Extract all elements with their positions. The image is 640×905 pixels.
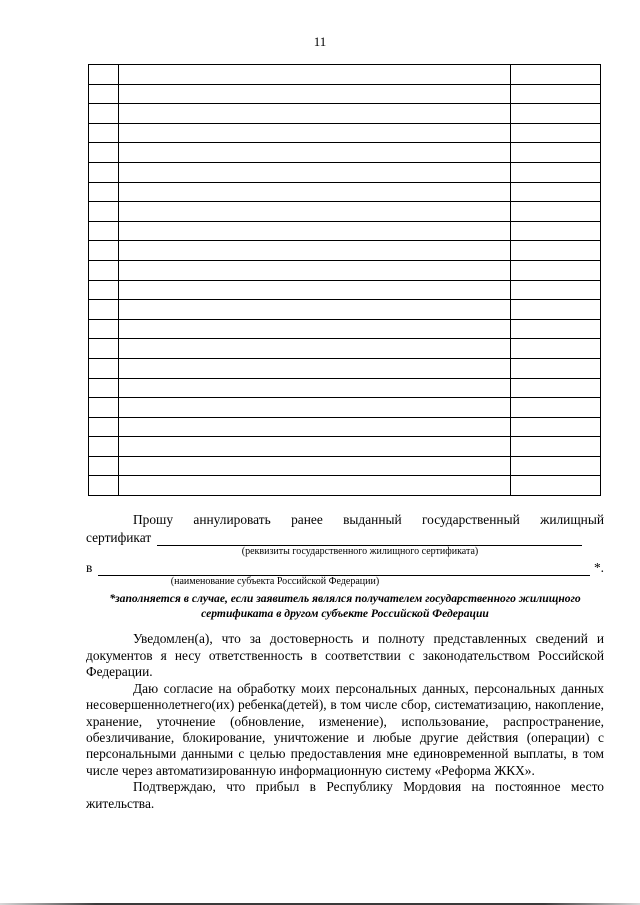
table-cell bbox=[89, 280, 119, 300]
certificate-field-label: сертификат bbox=[86, 530, 152, 546]
subject-field-caption: (наименование субъекта Российской Федерации) bbox=[170, 576, 380, 588]
table-cell bbox=[89, 417, 119, 437]
table-row bbox=[89, 182, 601, 202]
blank-table bbox=[88, 64, 601, 496]
table-cell bbox=[511, 378, 601, 398]
table-cell bbox=[89, 221, 119, 241]
certificate-blank-line bbox=[157, 530, 582, 546]
table-row bbox=[89, 84, 601, 104]
table-cell bbox=[119, 241, 511, 261]
table-cell bbox=[89, 143, 119, 163]
footnote-text: *заполняется в случае, если заявитель являлся получателем государственного жилищного сертификата в другом субъекте Российской Федерации bbox=[109, 592, 581, 621]
table-cell bbox=[119, 398, 511, 418]
table-cell bbox=[89, 65, 119, 85]
table-cell bbox=[119, 339, 511, 359]
table-cell bbox=[119, 300, 511, 320]
table-row bbox=[89, 202, 601, 222]
table-cell bbox=[511, 162, 601, 182]
table-row bbox=[89, 417, 601, 437]
table-cell bbox=[89, 378, 119, 398]
table-cell bbox=[511, 398, 601, 418]
table-cell bbox=[119, 476, 511, 496]
certificate-field-row bbox=[86, 528, 604, 546]
table-row bbox=[89, 221, 601, 241]
table-cell bbox=[89, 162, 119, 182]
blank-table-body bbox=[89, 65, 601, 496]
table-cell bbox=[511, 123, 601, 143]
table-cell bbox=[89, 241, 119, 261]
table-cell bbox=[511, 476, 601, 496]
table-row bbox=[89, 319, 601, 339]
table-cell bbox=[119, 123, 511, 143]
table-cell bbox=[119, 280, 511, 300]
table-cell bbox=[511, 65, 601, 85]
table-cell bbox=[89, 260, 119, 280]
table-cell bbox=[119, 378, 511, 398]
table-cell bbox=[89, 398, 119, 418]
paragraph-responsibility: Уведомлен(а), что за достоверность и полноту представленных сведений и документов я несу ответственность в соответствии с законодательством Российской Федерации. bbox=[86, 631, 604, 680]
subject-field-label: в bbox=[86, 560, 93, 576]
table-cell bbox=[119, 260, 511, 280]
table-cell bbox=[119, 65, 511, 85]
table-cell bbox=[511, 358, 601, 378]
table-cell bbox=[119, 84, 511, 104]
subject-blank-line bbox=[98, 560, 590, 576]
table-cell bbox=[89, 104, 119, 124]
page-number: 11 bbox=[313, 34, 327, 49]
table-row bbox=[89, 437, 601, 457]
subject-field-row bbox=[86, 558, 604, 576]
table-row bbox=[89, 260, 601, 280]
table-cell bbox=[511, 280, 601, 300]
table-cell bbox=[511, 104, 601, 124]
table-cell bbox=[511, 84, 601, 104]
table-cell bbox=[511, 437, 601, 457]
table-row bbox=[89, 104, 601, 124]
table-cell bbox=[511, 241, 601, 261]
table-cell bbox=[89, 84, 119, 104]
table-cell bbox=[119, 182, 511, 202]
table-cell bbox=[89, 202, 119, 222]
table-cell bbox=[89, 358, 119, 378]
table-row bbox=[89, 476, 601, 496]
table-cell bbox=[511, 456, 601, 476]
table-row bbox=[89, 143, 601, 163]
table-cell bbox=[89, 476, 119, 496]
certificate-field-caption: (реквизиты государственного жилищного сертификата) bbox=[241, 546, 479, 558]
table-cell bbox=[119, 221, 511, 241]
table-row bbox=[89, 162, 601, 182]
table-cell bbox=[119, 202, 511, 222]
table-row bbox=[89, 398, 601, 418]
table-row bbox=[89, 456, 601, 476]
table-cell bbox=[119, 456, 511, 476]
table-row bbox=[89, 280, 601, 300]
table-row bbox=[89, 65, 601, 85]
table-cell bbox=[89, 123, 119, 143]
table-cell bbox=[89, 456, 119, 476]
table-cell bbox=[511, 143, 601, 163]
table-cell bbox=[511, 319, 601, 339]
table-row bbox=[89, 241, 601, 261]
table-cell bbox=[89, 182, 119, 202]
footnote-marker: *. bbox=[593, 560, 604, 576]
table-cell bbox=[119, 104, 511, 124]
table-cell bbox=[511, 202, 601, 222]
table-cell bbox=[89, 319, 119, 339]
table-row bbox=[89, 358, 601, 378]
text-block bbox=[86, 512, 604, 812]
paragraph-personal-data-consent: Даю согласие на обработку моих персональных данных, персональных данных несовершеннолетнего(их) ребенка(детей), в том числе сбор, систематизацию, накопление, хранение, уточнение (обновление, изменение), использование, распространение, обезличивание, блокирование, уничтожение и любые другие действия (операции) с персональными данными с целью предоставления мне единовременной выплаты, в том числе через автоматизированную информационную систему «Реформа ЖКХ». bbox=[86, 680, 604, 778]
table-cell bbox=[119, 162, 511, 182]
table-cell bbox=[511, 300, 601, 320]
table-cell bbox=[89, 300, 119, 320]
table-row bbox=[89, 300, 601, 320]
table-cell bbox=[511, 182, 601, 202]
table-cell bbox=[119, 358, 511, 378]
table-cell bbox=[119, 417, 511, 437]
table-cell bbox=[119, 143, 511, 163]
table-row bbox=[89, 378, 601, 398]
table-cell bbox=[89, 437, 119, 457]
table-cell bbox=[511, 417, 601, 437]
table-cell bbox=[89, 339, 119, 359]
table-cell bbox=[511, 221, 601, 241]
paragraph-arrival-confirmation: Подтверждаю, что прибыл в Республику Мордовия на постоянное место жительства. bbox=[86, 779, 604, 811]
request-line: Прошу аннулировать ранее выданный государственный жилищный bbox=[133, 512, 604, 528]
table-cell bbox=[511, 339, 601, 359]
table-cell bbox=[511, 260, 601, 280]
table-cell bbox=[119, 437, 511, 457]
table-row bbox=[89, 339, 601, 359]
table-row bbox=[89, 123, 601, 143]
table-cell bbox=[119, 319, 511, 339]
